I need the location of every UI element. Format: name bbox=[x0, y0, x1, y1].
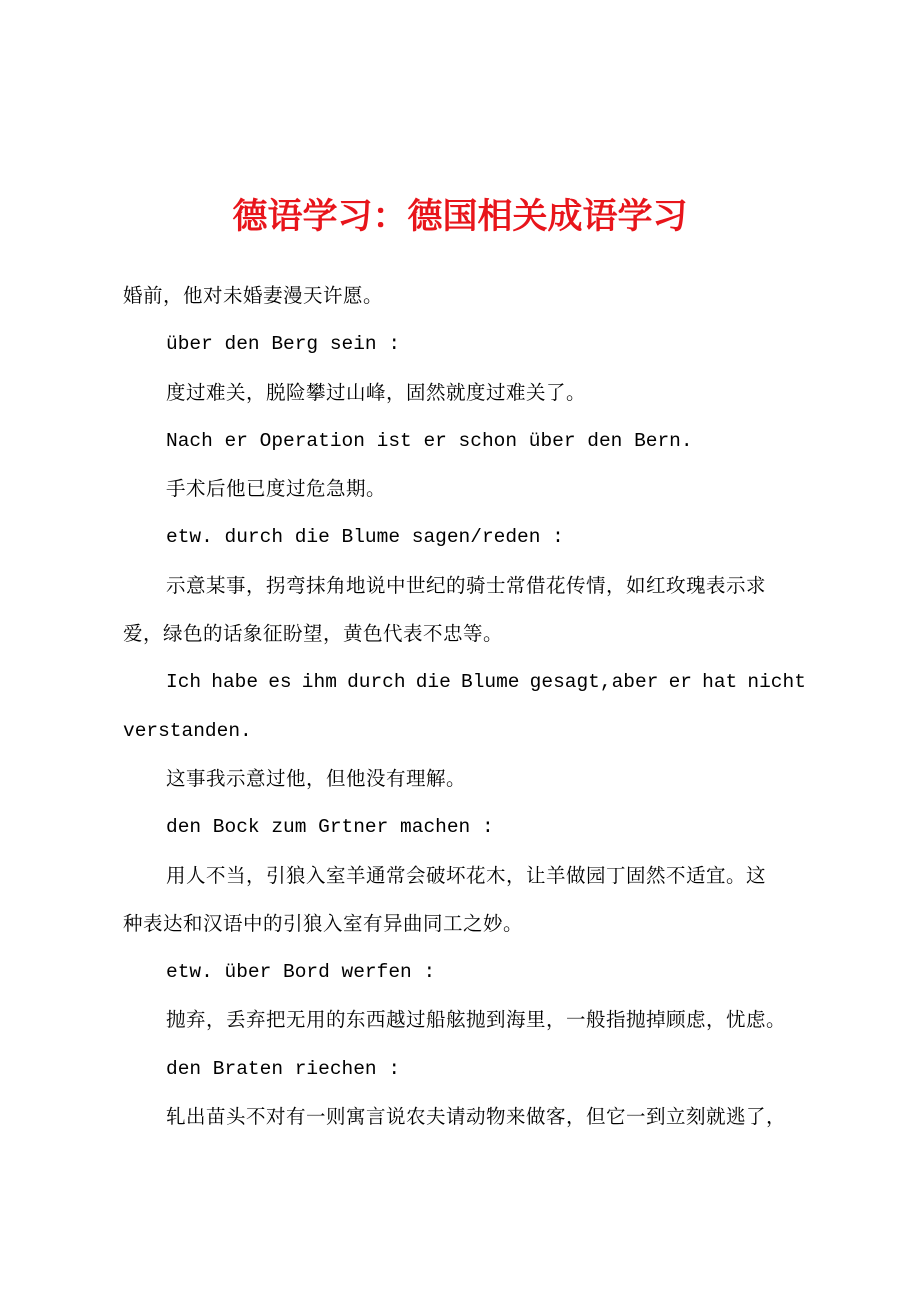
text-line: 婚前，他对未婚妻漫天许愿。 bbox=[123, 284, 384, 307]
word: hat bbox=[702, 671, 738, 694]
word: nicht bbox=[747, 671, 806, 694]
word: die bbox=[415, 671, 451, 694]
idiom-heading: den Bock zum Grtner machen : bbox=[166, 816, 494, 839]
example-sentence-justified bbox=[123, 658, 806, 706]
document-body bbox=[123, 272, 809, 1141]
example-sentence: verstanden. bbox=[123, 719, 252, 742]
idiom-heading: etw. durch die Blume sagen/reden : bbox=[166, 526, 564, 549]
word: er bbox=[668, 671, 692, 694]
text-line: 这事我示意过他，但他没有理解。 bbox=[166, 766, 467, 790]
text-line: 轧出苗头不对有一则寓言说农夫请动物来做客，但它一到立刻就逃了， bbox=[166, 1105, 787, 1129]
text-line: 种表达和汉语中的引狼入室有异曲同工之妙。 bbox=[123, 911, 524, 935]
word: Ich bbox=[166, 671, 202, 694]
idiom-heading: den Braten riechen : bbox=[166, 1057, 401, 1080]
word: Blume bbox=[461, 671, 520, 694]
idiom-heading: etw. über Bord werfen : bbox=[166, 961, 436, 984]
idiom-heading: über den Berg sein : bbox=[166, 333, 401, 356]
text-line: 手术后他已度过危急期。 bbox=[166, 477, 387, 501]
text-line: 度过难关，脱险攀过山峰，固然就度过难关了。 bbox=[166, 380, 587, 404]
text-line: 用人不当，引狼入室羊通常会破坏花木，让羊做园丁固然不适宜。这 bbox=[166, 863, 767, 887]
word: durch bbox=[347, 671, 406, 694]
text-line: 示意某事，拐弯抹角地说中世纪的骑士常借花传情，如红玫瑰表示求 bbox=[166, 573, 767, 597]
example-sentence: Nach er Operation ist er schon über den Bern. bbox=[166, 429, 693, 452]
text-line: 爱，绿色的话象征盼望，黄色代表不忠等。 bbox=[123, 622, 504, 646]
word: es bbox=[268, 671, 292, 694]
document-title: 德语学习：德国相关成语学习 bbox=[232, 196, 688, 237]
word: habe bbox=[211, 671, 259, 694]
text-line: 抛弃，丢弃把无用的东西越过船舷抛到海里，一般指抛掉顾虑，忧虑。 bbox=[166, 1008, 787, 1032]
word: gesagt,aber bbox=[529, 671, 659, 694]
word: ihm bbox=[301, 671, 337, 694]
